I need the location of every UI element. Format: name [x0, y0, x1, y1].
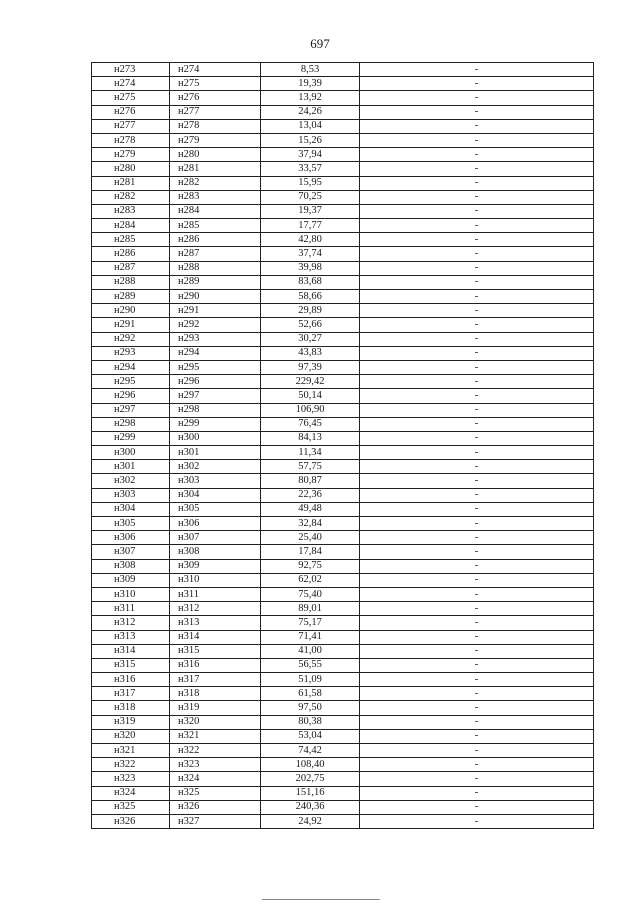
table-row — [92, 204, 594, 218]
table-row — [92, 403, 594, 417]
length-cell: 52,66 — [261, 318, 360, 332]
from-point-cell: н283 — [92, 204, 170, 218]
to-point-cell: н283 — [170, 190, 261, 204]
length-cell: 33,57 — [261, 162, 360, 176]
to-point-cell: н285 — [170, 219, 261, 233]
to-point-cell: н311 — [170, 587, 261, 601]
table-row — [92, 701, 594, 715]
to-point-cell: н287 — [170, 247, 261, 261]
table-row — [92, 474, 594, 488]
to-point-cell: н312 — [170, 602, 261, 616]
length-cell: 80,38 — [261, 715, 360, 729]
table-row — [92, 91, 594, 105]
length-cell: 202,75 — [261, 772, 360, 786]
length-cell: 71,41 — [261, 630, 360, 644]
note-cell: - — [360, 204, 594, 218]
from-point-cell: н319 — [92, 715, 170, 729]
note-cell: - — [360, 304, 594, 318]
note-cell: - — [360, 517, 594, 531]
from-point-cell: н305 — [92, 517, 170, 531]
table-row — [92, 360, 594, 374]
to-point-cell: н323 — [170, 758, 261, 772]
from-point-cell: н290 — [92, 304, 170, 318]
to-point-cell: н299 — [170, 417, 261, 431]
from-point-cell: н310 — [92, 587, 170, 601]
note-cell: - — [360, 431, 594, 445]
note-cell: - — [360, 346, 594, 360]
length-cell: 32,84 — [261, 517, 360, 531]
from-point-cell: н302 — [92, 474, 170, 488]
to-point-cell: н293 — [170, 332, 261, 346]
table-row — [92, 119, 594, 133]
to-point-cell: н327 — [170, 814, 261, 828]
note-cell: - — [360, 701, 594, 715]
to-point-cell: н301 — [170, 446, 261, 460]
table-row — [92, 247, 594, 261]
to-point-cell: н279 — [170, 133, 261, 147]
from-point-cell: н312 — [92, 616, 170, 630]
to-point-cell: н292 — [170, 318, 261, 332]
to-point-cell: н288 — [170, 261, 261, 275]
to-point-cell: н300 — [170, 431, 261, 445]
from-point-cell: н311 — [92, 602, 170, 616]
table-row — [92, 488, 594, 502]
length-cell: 70,25 — [261, 190, 360, 204]
table-row — [92, 275, 594, 289]
note-cell: - — [360, 744, 594, 758]
table-row — [92, 176, 594, 190]
table-row — [92, 772, 594, 786]
note-cell: - — [360, 332, 594, 346]
length-cell: 50,14 — [261, 389, 360, 403]
length-cell: 49,48 — [261, 502, 360, 516]
to-point-cell: н306 — [170, 517, 261, 531]
to-point-cell: н274 — [170, 63, 261, 77]
table-row — [92, 502, 594, 516]
note-cell: - — [360, 318, 594, 332]
from-point-cell: н324 — [92, 786, 170, 800]
from-point-cell: н303 — [92, 488, 170, 502]
to-point-cell: н276 — [170, 91, 261, 105]
to-point-cell: н318 — [170, 687, 261, 701]
table-row — [92, 219, 594, 233]
table-row — [92, 389, 594, 403]
to-point-cell: н282 — [170, 176, 261, 190]
to-point-cell: н275 — [170, 77, 261, 91]
to-point-cell: н320 — [170, 715, 261, 729]
note-cell: - — [360, 63, 594, 77]
note-cell: - — [360, 290, 594, 304]
to-point-cell: н317 — [170, 673, 261, 687]
note-cell: - — [360, 559, 594, 573]
note-cell: - — [360, 247, 594, 261]
table-row — [92, 687, 594, 701]
length-cell: 229,42 — [261, 375, 360, 389]
note-cell: - — [360, 630, 594, 644]
from-point-cell: н300 — [92, 446, 170, 460]
from-point-cell: н301 — [92, 460, 170, 474]
from-point-cell: н282 — [92, 190, 170, 204]
to-point-cell: н295 — [170, 360, 261, 374]
length-cell: 89,01 — [261, 602, 360, 616]
note-cell: - — [360, 673, 594, 687]
note-cell: - — [360, 644, 594, 658]
length-cell: 97,39 — [261, 360, 360, 374]
from-point-cell: н287 — [92, 261, 170, 275]
note-cell: - — [360, 687, 594, 701]
from-point-cell: н316 — [92, 673, 170, 687]
length-cell: 74,42 — [261, 744, 360, 758]
table-row — [92, 758, 594, 772]
to-point-cell: н314 — [170, 630, 261, 644]
from-point-cell: н317 — [92, 687, 170, 701]
length-cell: 58,66 — [261, 290, 360, 304]
length-cell: 92,75 — [261, 559, 360, 573]
table-row — [92, 800, 594, 814]
note-cell: - — [360, 474, 594, 488]
note-cell: - — [360, 729, 594, 743]
table-row — [92, 602, 594, 616]
length-cell: 11,34 — [261, 446, 360, 460]
to-point-cell: н277 — [170, 105, 261, 119]
to-point-cell: н303 — [170, 474, 261, 488]
from-point-cell: н325 — [92, 800, 170, 814]
note-cell: - — [360, 772, 594, 786]
from-point-cell: н286 — [92, 247, 170, 261]
from-point-cell: н304 — [92, 502, 170, 516]
table-row — [92, 431, 594, 445]
from-point-cell: н306 — [92, 531, 170, 545]
to-point-cell: н294 — [170, 346, 261, 360]
table-row — [92, 162, 594, 176]
length-cell: 42,80 — [261, 233, 360, 247]
note-cell: - — [360, 786, 594, 800]
to-point-cell: н313 — [170, 616, 261, 630]
length-cell: 43,83 — [261, 346, 360, 360]
length-cell: 8,53 — [261, 63, 360, 77]
table-row — [92, 587, 594, 601]
from-point-cell: н313 — [92, 630, 170, 644]
note-cell: - — [360, 261, 594, 275]
length-cell: 240,36 — [261, 800, 360, 814]
length-cell: 75,17 — [261, 616, 360, 630]
length-cell: 29,89 — [261, 304, 360, 318]
note-cell: - — [360, 814, 594, 828]
note-cell: - — [360, 587, 594, 601]
to-point-cell: н289 — [170, 275, 261, 289]
from-point-cell: н284 — [92, 219, 170, 233]
table-row — [92, 729, 594, 743]
to-point-cell: н309 — [170, 559, 261, 573]
note-cell: - — [360, 446, 594, 460]
from-point-cell: н321 — [92, 744, 170, 758]
note-cell: - — [360, 119, 594, 133]
note-cell: - — [360, 162, 594, 176]
table-row — [92, 658, 594, 672]
from-point-cell: н298 — [92, 417, 170, 431]
length-cell: 15,95 — [261, 176, 360, 190]
length-cell: 15,26 — [261, 133, 360, 147]
note-cell: - — [360, 233, 594, 247]
note-cell: - — [360, 148, 594, 162]
table-row — [92, 148, 594, 162]
table-row — [92, 644, 594, 658]
length-cell: 24,26 — [261, 105, 360, 119]
note-cell: - — [360, 715, 594, 729]
to-point-cell: н307 — [170, 531, 261, 545]
table-row — [92, 744, 594, 758]
note-cell: - — [360, 389, 594, 403]
to-point-cell: н304 — [170, 488, 261, 502]
to-point-cell: н315 — [170, 644, 261, 658]
to-point-cell: н325 — [170, 786, 261, 800]
table-row — [92, 417, 594, 431]
length-cell: 61,58 — [261, 687, 360, 701]
note-cell: - — [360, 375, 594, 389]
to-point-cell: н284 — [170, 204, 261, 218]
length-cell: 17,77 — [261, 219, 360, 233]
table-row — [92, 105, 594, 119]
note-cell: - — [360, 531, 594, 545]
note-cell: - — [360, 758, 594, 772]
boundary-points-table-container — [91, 62, 594, 829]
table-row — [92, 814, 594, 828]
length-cell: 62,02 — [261, 573, 360, 587]
to-point-cell: н290 — [170, 290, 261, 304]
length-cell: 13,04 — [261, 119, 360, 133]
from-point-cell: н275 — [92, 91, 170, 105]
table-row — [92, 190, 594, 204]
from-point-cell: н280 — [92, 162, 170, 176]
from-point-cell: н318 — [92, 701, 170, 715]
from-point-cell: н279 — [92, 148, 170, 162]
from-point-cell: н299 — [92, 431, 170, 445]
length-cell: 80,87 — [261, 474, 360, 488]
table-row — [92, 517, 594, 531]
table-row — [92, 559, 594, 573]
table-row — [92, 573, 594, 587]
from-point-cell: н315 — [92, 658, 170, 672]
to-point-cell: н319 — [170, 701, 261, 715]
from-point-cell: н278 — [92, 133, 170, 147]
table-row — [92, 616, 594, 630]
length-cell: 37,94 — [261, 148, 360, 162]
length-cell: 13,92 — [261, 91, 360, 105]
table-row — [92, 261, 594, 275]
table-row — [92, 786, 594, 800]
table-row — [92, 133, 594, 147]
from-point-cell: н288 — [92, 275, 170, 289]
to-point-cell: н296 — [170, 375, 261, 389]
from-point-cell: н295 — [92, 375, 170, 389]
to-point-cell: н302 — [170, 460, 261, 474]
length-cell: 37,74 — [261, 247, 360, 261]
length-cell: 25,40 — [261, 531, 360, 545]
to-point-cell: н322 — [170, 744, 261, 758]
from-point-cell: н296 — [92, 389, 170, 403]
note-cell: - — [360, 133, 594, 147]
note-cell: - — [360, 573, 594, 587]
length-cell: 76,45 — [261, 417, 360, 431]
from-point-cell: н291 — [92, 318, 170, 332]
note-cell: - — [360, 275, 594, 289]
from-point-cell: н294 — [92, 360, 170, 374]
length-cell: 30,27 — [261, 332, 360, 346]
table-row — [92, 545, 594, 559]
note-cell: - — [360, 105, 594, 119]
from-point-cell: н297 — [92, 403, 170, 417]
table-row — [92, 375, 594, 389]
from-point-cell: н308 — [92, 559, 170, 573]
note-cell: - — [360, 460, 594, 474]
note-cell: - — [360, 545, 594, 559]
table-row — [92, 318, 594, 332]
note-cell: - — [360, 417, 594, 431]
note-cell: - — [360, 602, 594, 616]
page-number: 697 — [310, 36, 330, 51]
length-cell: 53,04 — [261, 729, 360, 743]
from-point-cell: н293 — [92, 346, 170, 360]
table-row — [92, 460, 594, 474]
table-row — [92, 673, 594, 687]
to-point-cell: н316 — [170, 658, 261, 672]
from-point-cell: н309 — [92, 573, 170, 587]
from-point-cell: н326 — [92, 814, 170, 828]
to-point-cell: н297 — [170, 389, 261, 403]
to-point-cell: н310 — [170, 573, 261, 587]
table-row — [92, 304, 594, 318]
to-point-cell: н281 — [170, 162, 261, 176]
note-cell: - — [360, 616, 594, 630]
note-cell: - — [360, 190, 594, 204]
from-point-cell: н322 — [92, 758, 170, 772]
from-point-cell: н274 — [92, 77, 170, 91]
from-point-cell: н273 — [92, 63, 170, 77]
table-row — [92, 346, 594, 360]
length-cell: 39,98 — [261, 261, 360, 275]
table-row — [92, 233, 594, 247]
length-cell: 19,39 — [261, 77, 360, 91]
length-cell: 41,00 — [261, 644, 360, 658]
length-cell: 75,40 — [261, 587, 360, 601]
length-cell: 51,09 — [261, 673, 360, 687]
note-cell: - — [360, 403, 594, 417]
table-body — [92, 63, 594, 829]
length-cell: 17,84 — [261, 545, 360, 559]
length-cell: 24,92 — [261, 814, 360, 828]
to-point-cell: н286 — [170, 233, 261, 247]
from-point-cell: н277 — [92, 119, 170, 133]
length-cell: 108,40 — [261, 758, 360, 772]
length-cell: 22,36 — [261, 488, 360, 502]
boundary-points-table — [91, 62, 594, 829]
note-cell: - — [360, 800, 594, 814]
note-cell: - — [360, 502, 594, 516]
to-point-cell: н298 — [170, 403, 261, 417]
from-point-cell: н314 — [92, 644, 170, 658]
table-row — [92, 77, 594, 91]
length-cell: 83,68 — [261, 275, 360, 289]
table-row — [92, 446, 594, 460]
to-point-cell: н305 — [170, 502, 261, 516]
bottom-divider — [262, 899, 380, 900]
from-point-cell: н320 — [92, 729, 170, 743]
from-point-cell: н285 — [92, 233, 170, 247]
table-row — [92, 290, 594, 304]
length-cell: 106,90 — [261, 403, 360, 417]
to-point-cell: н308 — [170, 545, 261, 559]
table-row — [92, 531, 594, 545]
to-point-cell: н278 — [170, 119, 261, 133]
to-point-cell: н280 — [170, 148, 261, 162]
length-cell: 57,75 — [261, 460, 360, 474]
table-row — [92, 715, 594, 729]
table-row — [92, 63, 594, 77]
to-point-cell: н291 — [170, 304, 261, 318]
note-cell: - — [360, 488, 594, 502]
from-point-cell: н292 — [92, 332, 170, 346]
note-cell: - — [360, 360, 594, 374]
from-point-cell: н307 — [92, 545, 170, 559]
length-cell: 97,50 — [261, 701, 360, 715]
length-cell: 84,13 — [261, 431, 360, 445]
to-point-cell: н324 — [170, 772, 261, 786]
table-row — [92, 332, 594, 346]
length-cell: 19,37 — [261, 204, 360, 218]
from-point-cell: н276 — [92, 105, 170, 119]
from-point-cell: н289 — [92, 290, 170, 304]
note-cell: - — [360, 219, 594, 233]
note-cell: - — [360, 176, 594, 190]
from-point-cell: н323 — [92, 772, 170, 786]
from-point-cell: н281 — [92, 176, 170, 190]
length-cell: 56,55 — [261, 658, 360, 672]
length-cell: 151,16 — [261, 786, 360, 800]
to-point-cell: н326 — [170, 800, 261, 814]
note-cell: - — [360, 91, 594, 105]
to-point-cell: н321 — [170, 729, 261, 743]
table-row — [92, 630, 594, 644]
note-cell: - — [360, 77, 594, 91]
note-cell: - — [360, 658, 594, 672]
